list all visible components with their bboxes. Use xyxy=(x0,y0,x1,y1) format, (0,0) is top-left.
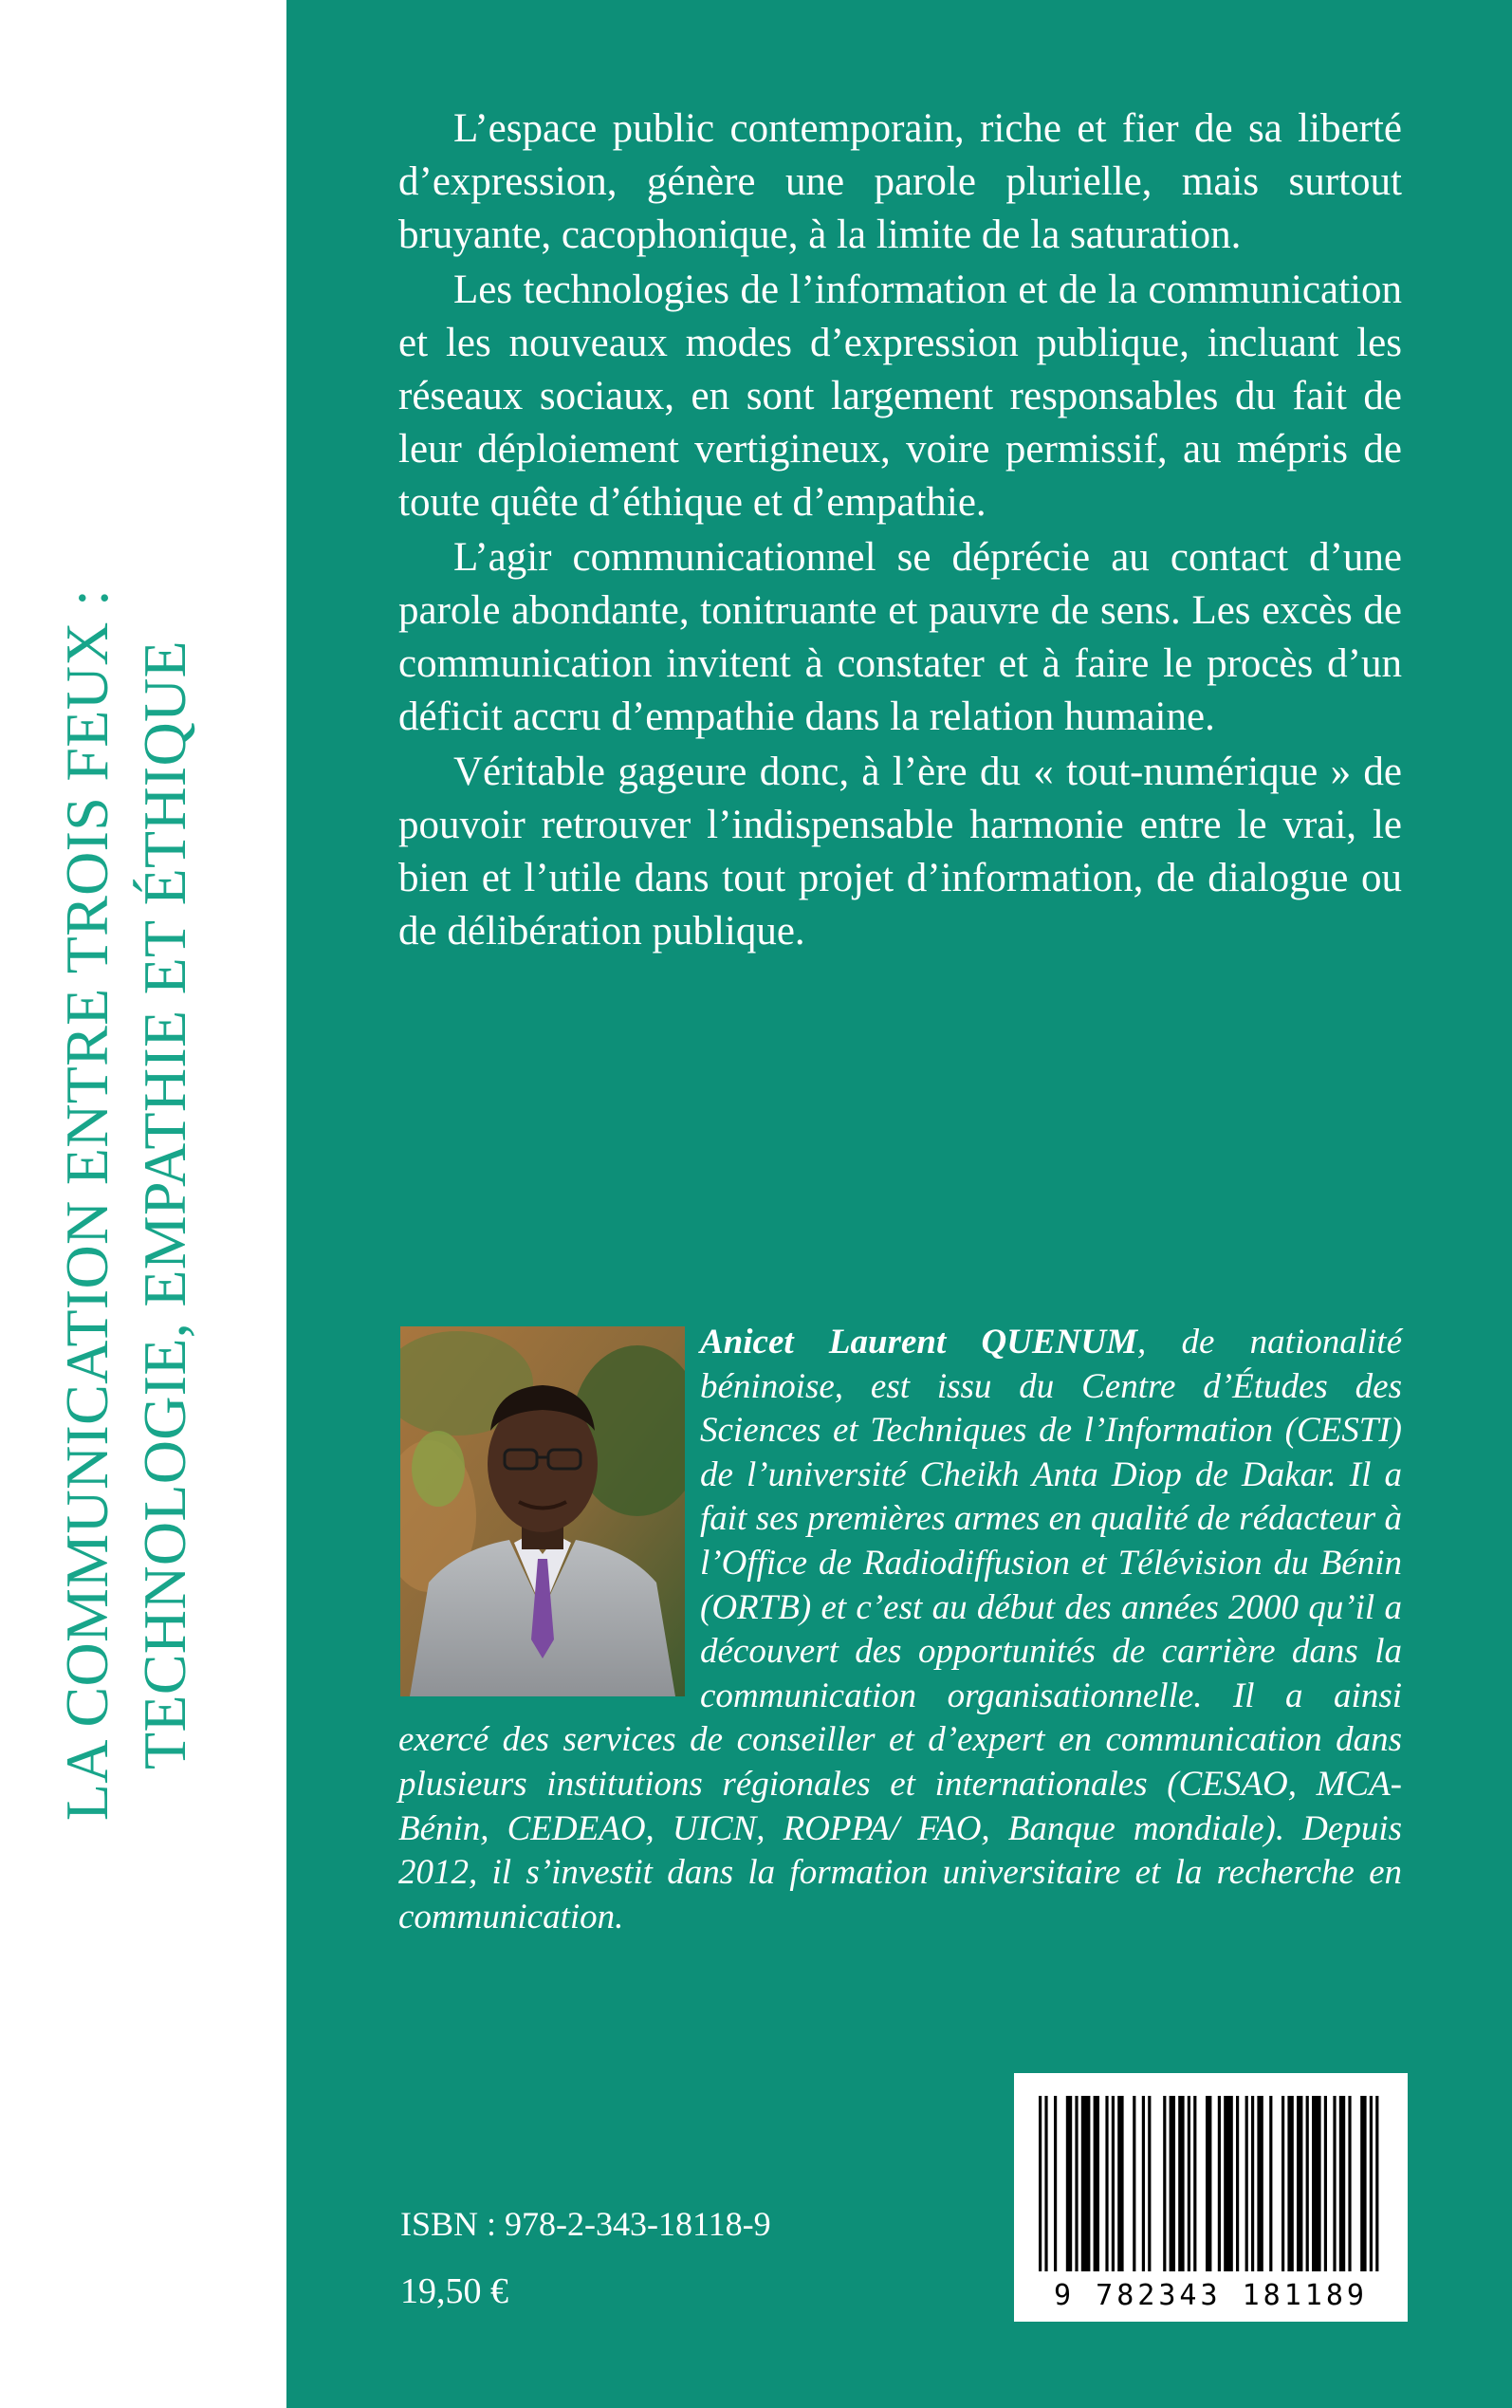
author-name: Anicet Laurent QUENUM xyxy=(700,1323,1137,1361)
barcode-bar xyxy=(1218,2096,1221,2271)
barcode-bar xyxy=(1236,2096,1239,2271)
barcode-bar xyxy=(1112,2096,1115,2271)
barcode xyxy=(1014,2073,1408,2322)
barcode-bar xyxy=(1105,2096,1108,2271)
blurb-paragraph-2: Les technologies de l’information et de la communication et les nouveaux modes d’expression publique, incluant les réseaux sociaux, en sont largement responsables du fait de leur déploiement vertigineux, voire permissif, au mépris de toute quête d’éthique et d’empathie. xyxy=(398,268,1402,525)
barcode-bar xyxy=(1081,2096,1091,2271)
barcode-bar xyxy=(1245,2096,1248,2271)
barcode-bar xyxy=(1324,2096,1327,2271)
barcode-bar xyxy=(1170,2096,1175,2271)
author-photo xyxy=(400,1326,685,1696)
barcode-bar xyxy=(1312,2096,1321,2271)
barcode-bar xyxy=(1375,2096,1378,2271)
barcode-digits: 9 782343 181189 xyxy=(1054,2279,1368,2312)
barcode-bar xyxy=(1360,2096,1366,2271)
spine-title-line-1: LA COMMUNICATION ENTRE TROIS FEUX : xyxy=(53,588,120,1822)
barcode-bar xyxy=(1339,2096,1345,2271)
barcode-bar xyxy=(1206,2096,1211,2271)
author-bio-text: , de nationalité béninoise, est issu du Centre d’Études des Sciences et Techniques de l’Information (CESTI) de l’université Cheikh Anta Diop de Dakar. Il a fait ses premières armes en qualité de rédacteur à l’Office de Radiodiffusion et Télévision du Bénin (ORTB) et c’est au début des années 2000 qu’il a découvert des opportunités de carrière dans la communication organisationnelle. Il a ainsi exercé des services de conseiller et d’expert en communication dans plusieurs institutions régionales et internationales (CESAO, MCA-Bénin, CEDEAO, UICN, ROPPA/ FAO, Banque mondiale). Depuis 2012, il s’investit dans la formation universitaire et la recherche en communication. xyxy=(398,1323,1402,1936)
blurb-paragraph-4: Véritable gageure donc, à l’ère du « tout-numérique » de pouvoir retrouver l’indispensable harmonie entre le vrai, le bien et l’utile dans tout projet d’information, de dialogue ou de délibération publique. xyxy=(398,750,1402,954)
barcode-bar xyxy=(1306,2096,1309,2271)
barcode-bar xyxy=(1044,2096,1047,2271)
barcode-bar xyxy=(1224,2096,1233,2271)
price: 19,50 € xyxy=(400,2271,508,2311)
isbn: ISBN : 978-2-343-18118-9 xyxy=(400,2205,771,2243)
barcode-bar xyxy=(1333,2096,1336,2271)
barcode-bar xyxy=(1178,2096,1184,2271)
barcode-bar xyxy=(1075,2096,1078,2271)
barcode-bar xyxy=(1163,2096,1166,2271)
barcode-bar xyxy=(1370,2096,1373,2271)
spine-title xyxy=(48,114,238,2296)
blurb-paragraph-3: L’agir communicationnel se déprécie au contact d’une parole abondante, tonitruante et pauvre de sens. Les excès de communication invitent à constater et à faire le procès d’un déficit accru d’empathie dans la relation humaine. xyxy=(398,535,1402,739)
barcode-bar xyxy=(1193,2096,1196,2271)
barcode-bar xyxy=(1269,2096,1272,2271)
barcode-bar xyxy=(1054,2096,1057,2271)
barcode-bar xyxy=(1133,2096,1135,2271)
barcode-bar xyxy=(1117,2096,1123,2271)
barcode-bar xyxy=(1297,2096,1302,2271)
barcode-bar xyxy=(1142,2096,1145,2271)
barcode-bar xyxy=(1257,2096,1263,2271)
barcode-bar xyxy=(1251,2096,1254,2271)
book-spine xyxy=(0,0,286,2408)
blurb-paragraph-1: L’espace public contemporain, riche et fier de sa liberté d’expression, génère une parole plurielle, mais surtout bruyante, cacophonique, à la limite de la saturation. xyxy=(398,106,1402,257)
barcode-bar xyxy=(1148,2096,1151,2271)
barcode-bar xyxy=(1066,2096,1072,2271)
barcode-bar xyxy=(1348,2096,1351,2271)
barcode-bar xyxy=(1287,2096,1293,2271)
spine-title-line-2: TECHNOLOGIE, EMPATHIE ET ÉTHIQUE xyxy=(131,640,198,1769)
barcode-bar xyxy=(1188,2096,1190,2271)
barcode-bar xyxy=(1039,2096,1042,2271)
barcode-bar xyxy=(1282,2096,1284,2271)
barcode-bar xyxy=(1094,2096,1099,2271)
blurb-text xyxy=(398,102,1402,960)
